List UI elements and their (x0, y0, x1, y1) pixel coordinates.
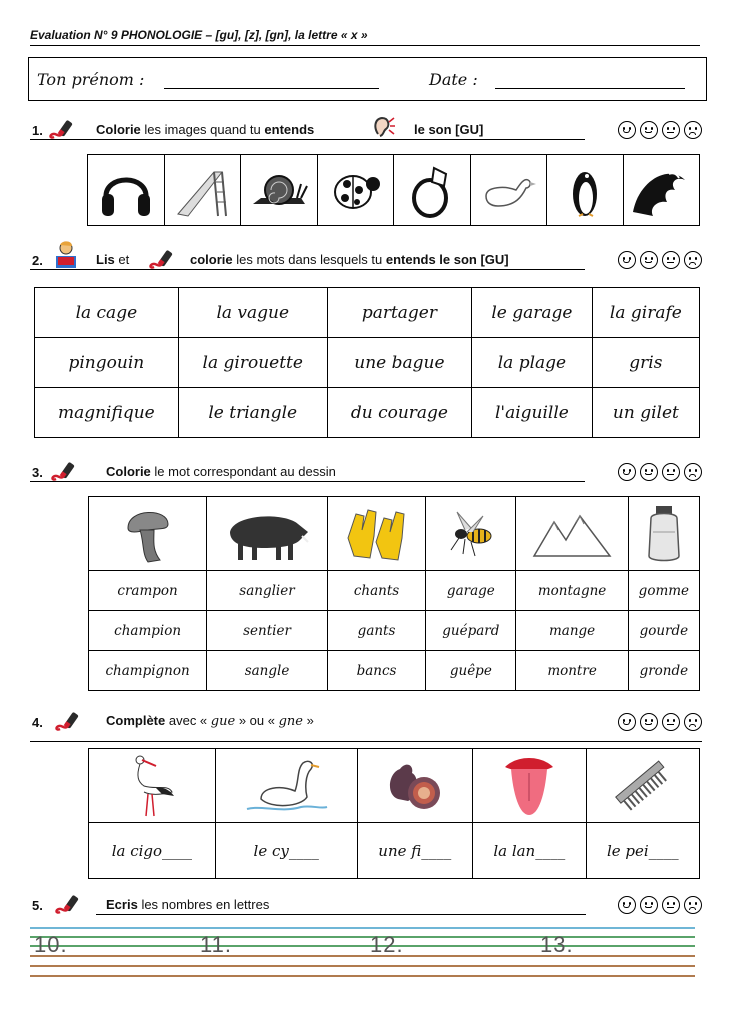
option-gue: gue (210, 714, 236, 729)
fill-in-word[interactable]: la lan____ (472, 823, 586, 879)
smile-face-icon[interactable] (640, 251, 658, 269)
happy-face-icon[interactable] (618, 713, 636, 731)
section-4-table (88, 748, 700, 879)
word-cell[interactable]: la girafe (592, 288, 699, 338)
instruction-verb: Ecris (106, 897, 138, 912)
word-cell[interactable]: la vague (178, 288, 327, 338)
smile-face-icon[interactable] (640, 896, 658, 914)
name-field[interactable] (164, 88, 379, 89)
word-cell[interactable]: sanglier (207, 571, 328, 611)
image-cell[interactable] (547, 155, 624, 226)
word-cell[interactable]: gants (327, 611, 425, 651)
instruction-bold: entends (264, 122, 315, 137)
instruction-text: le mot correspondant au dessin (154, 464, 336, 479)
page-title: Evaluation N° 9 PHONOLOGIE – [gu], [z], [gn], la lettre « x » (30, 28, 368, 42)
neutral-face-icon[interactable] (662, 121, 680, 139)
option-gne: gne (278, 714, 303, 729)
fill-in-word[interactable]: le pei____ (586, 823, 699, 879)
mushroom-icon (120, 502, 176, 566)
comb-icon (611, 755, 675, 817)
section-2-word-table (34, 287, 700, 438)
flask-icon (639, 502, 689, 566)
word-cell[interactable]: le triangle (178, 388, 327, 438)
word-cell[interactable]: montre (516, 651, 628, 691)
word-cell[interactable]: la plage (472, 338, 593, 388)
smile-face-icon[interactable] (640, 463, 658, 481)
word-cell[interactable]: partager (327, 288, 471, 338)
happy-face-icon[interactable] (618, 251, 636, 269)
instruction-text: les nombres en lettres (141, 897, 270, 912)
word-cell[interactable]: chants (327, 571, 425, 611)
number-label: 13. (540, 932, 574, 957)
word-cell[interactable]: un gilet (592, 388, 699, 438)
word-cell[interactable]: du courage (327, 388, 471, 438)
marker-icon (54, 893, 84, 915)
ladybug-icon (323, 160, 387, 220)
sad-face-icon[interactable] (684, 463, 702, 481)
section-number: 3. (32, 465, 43, 480)
word-cell[interactable]: pingouin (35, 338, 179, 388)
word-cell[interactable]: guépard (426, 611, 516, 651)
instruction-verb: Colorie (106, 464, 151, 479)
word-cell[interactable]: sentier (207, 611, 328, 651)
word-cell[interactable]: bancs (327, 651, 425, 691)
word-cell[interactable]: gronde (628, 651, 699, 691)
date-field[interactable] (495, 88, 685, 89)
number-label: 10. (34, 932, 68, 957)
smile-face-icon[interactable] (640, 121, 658, 139)
image-cell (586, 749, 699, 823)
sad-face-icon[interactable] (684, 896, 702, 914)
word-cell[interactable]: champion (89, 611, 207, 651)
word-cell[interactable]: montagne (516, 571, 628, 611)
name-date-box (28, 57, 707, 101)
fig-icon (380, 755, 450, 817)
ear-icon (370, 114, 396, 140)
gloves-icon (342, 502, 412, 566)
word-cell[interactable]: garage (426, 571, 516, 611)
image-cell (207, 497, 328, 571)
writing-line (30, 945, 695, 947)
sad-face-icon[interactable] (684, 121, 702, 139)
number-label: 12. (370, 932, 404, 957)
section-number: 5. (32, 898, 43, 913)
section-3-table (88, 496, 700, 691)
writing-line (30, 927, 695, 929)
section-1-image-table (87, 154, 700, 226)
marker-icon (54, 710, 84, 732)
section-number: 4. (32, 715, 43, 730)
image-cell (628, 497, 699, 571)
stork-icon (122, 752, 182, 820)
word-cell[interactable]: champignon (89, 651, 207, 691)
happy-face-icon[interactable] (618, 463, 636, 481)
image-cell (89, 749, 216, 823)
instruction-sound: le son [GU] (414, 122, 484, 137)
image-cell[interactable] (623, 155, 700, 226)
instruction-verb: Colorie (96, 122, 141, 137)
writing-line (30, 965, 695, 967)
image-cell (327, 497, 425, 571)
word-cell[interactable]: mange (516, 611, 628, 651)
instruction-verb: Lis (96, 252, 115, 267)
neutral-face-icon[interactable] (662, 463, 680, 481)
section-5-heading (30, 893, 702, 915)
smile-face-icon[interactable] (640, 713, 658, 731)
sad-face-icon[interactable] (684, 251, 702, 269)
word-cell[interactable]: gomme (628, 571, 699, 611)
boar-icon (224, 502, 310, 566)
mountains-icon (532, 504, 612, 564)
word-cell[interactable]: gris (592, 338, 699, 388)
image-cell[interactable] (470, 155, 547, 226)
name-label: Ton prénom : (37, 70, 145, 89)
happy-face-icon[interactable] (618, 896, 636, 914)
self-evaluation-smileys[interactable] (618, 463, 702, 481)
writing-line[interactable] (30, 955, 695, 957)
fill-in-word[interactable]: la cigo____ (89, 823, 216, 879)
section-number: 2. (32, 253, 43, 268)
image-cell (357, 749, 472, 823)
penguin-icon (553, 160, 617, 220)
word-cell[interactable]: la cage (35, 288, 179, 338)
word-cell[interactable]: l'aiguille (472, 388, 593, 438)
marker-icon (48, 118, 78, 140)
self-evaluation-smileys[interactable] (618, 251, 702, 269)
marker-icon (50, 460, 80, 482)
word-cell[interactable]: gourde (628, 611, 699, 651)
word-cell[interactable]: guêpe (426, 651, 516, 691)
self-evaluation-smileys[interactable] (618, 896, 702, 914)
section-2-heading: 2. Lis et colorie les mots dans lesquels tu entends le son [GU] (30, 248, 702, 270)
instruction-verb: Complète (106, 713, 166, 728)
date-label: Date : (429, 70, 478, 89)
sad-face-icon[interactable] (684, 713, 702, 731)
duck-icon (476, 160, 540, 220)
image-cell (426, 497, 516, 571)
number-label: 11. (200, 932, 232, 957)
neutral-face-icon[interactable] (662, 896, 680, 914)
instruction-bold: entends le son [GU] (385, 252, 509, 267)
tongue-icon (499, 753, 559, 819)
section-1-heading (30, 118, 702, 140)
self-evaluation-smileys[interactable] (618, 121, 702, 139)
neutral-face-icon[interactable] (662, 251, 680, 269)
word-cell[interactable]: une bague (327, 338, 471, 388)
image-cell (215, 749, 357, 823)
happy-face-icon[interactable] (618, 121, 636, 139)
wasp-icon (439, 502, 503, 566)
word-cell[interactable]: le garage (472, 288, 593, 338)
writing-line (30, 975, 695, 977)
word-cell[interactable]: crampon (89, 571, 207, 611)
word-cell[interactable]: magnifique (35, 388, 179, 438)
fill-in-word[interactable]: le cy____ (215, 823, 357, 879)
image-cell (516, 497, 628, 571)
wave-icon (629, 160, 693, 220)
word-cell[interactable]: la girouette (178, 338, 327, 388)
swan-icon (241, 755, 331, 817)
instruction-text: les mots dans lesquels tu (236, 252, 383, 267)
self-evaluation-smileys[interactable] (618, 713, 702, 731)
word-cell[interactable]: sangle (207, 651, 328, 691)
image-cell[interactable] (317, 155, 394, 226)
slide-icon (170, 160, 234, 220)
neutral-face-icon[interactable] (662, 713, 680, 731)
section-4-heading: 4. Complète avec « gue » ou « gne » (30, 710, 702, 732)
section-number: 1. (32, 123, 43, 138)
section-3-heading (30, 460, 702, 482)
marker-icon (148, 248, 178, 270)
title-underline (30, 45, 700, 46)
image-cell (89, 497, 207, 571)
writing-line (30, 936, 695, 938)
headphones-icon (94, 160, 158, 220)
ring-icon (400, 160, 464, 220)
snail-icon (247, 160, 311, 220)
image-cell[interactable] (241, 155, 318, 226)
instruction-verb: colorie (190, 252, 233, 267)
instruction-text: les images quand tu (144, 122, 261, 137)
reading-child-icon (52, 240, 80, 270)
image-cell (472, 749, 586, 823)
image-cell[interactable] (394, 155, 471, 226)
image-cell[interactable] (164, 155, 241, 226)
fill-in-word[interactable]: une fi____ (357, 823, 472, 879)
image-cell[interactable] (88, 155, 165, 226)
